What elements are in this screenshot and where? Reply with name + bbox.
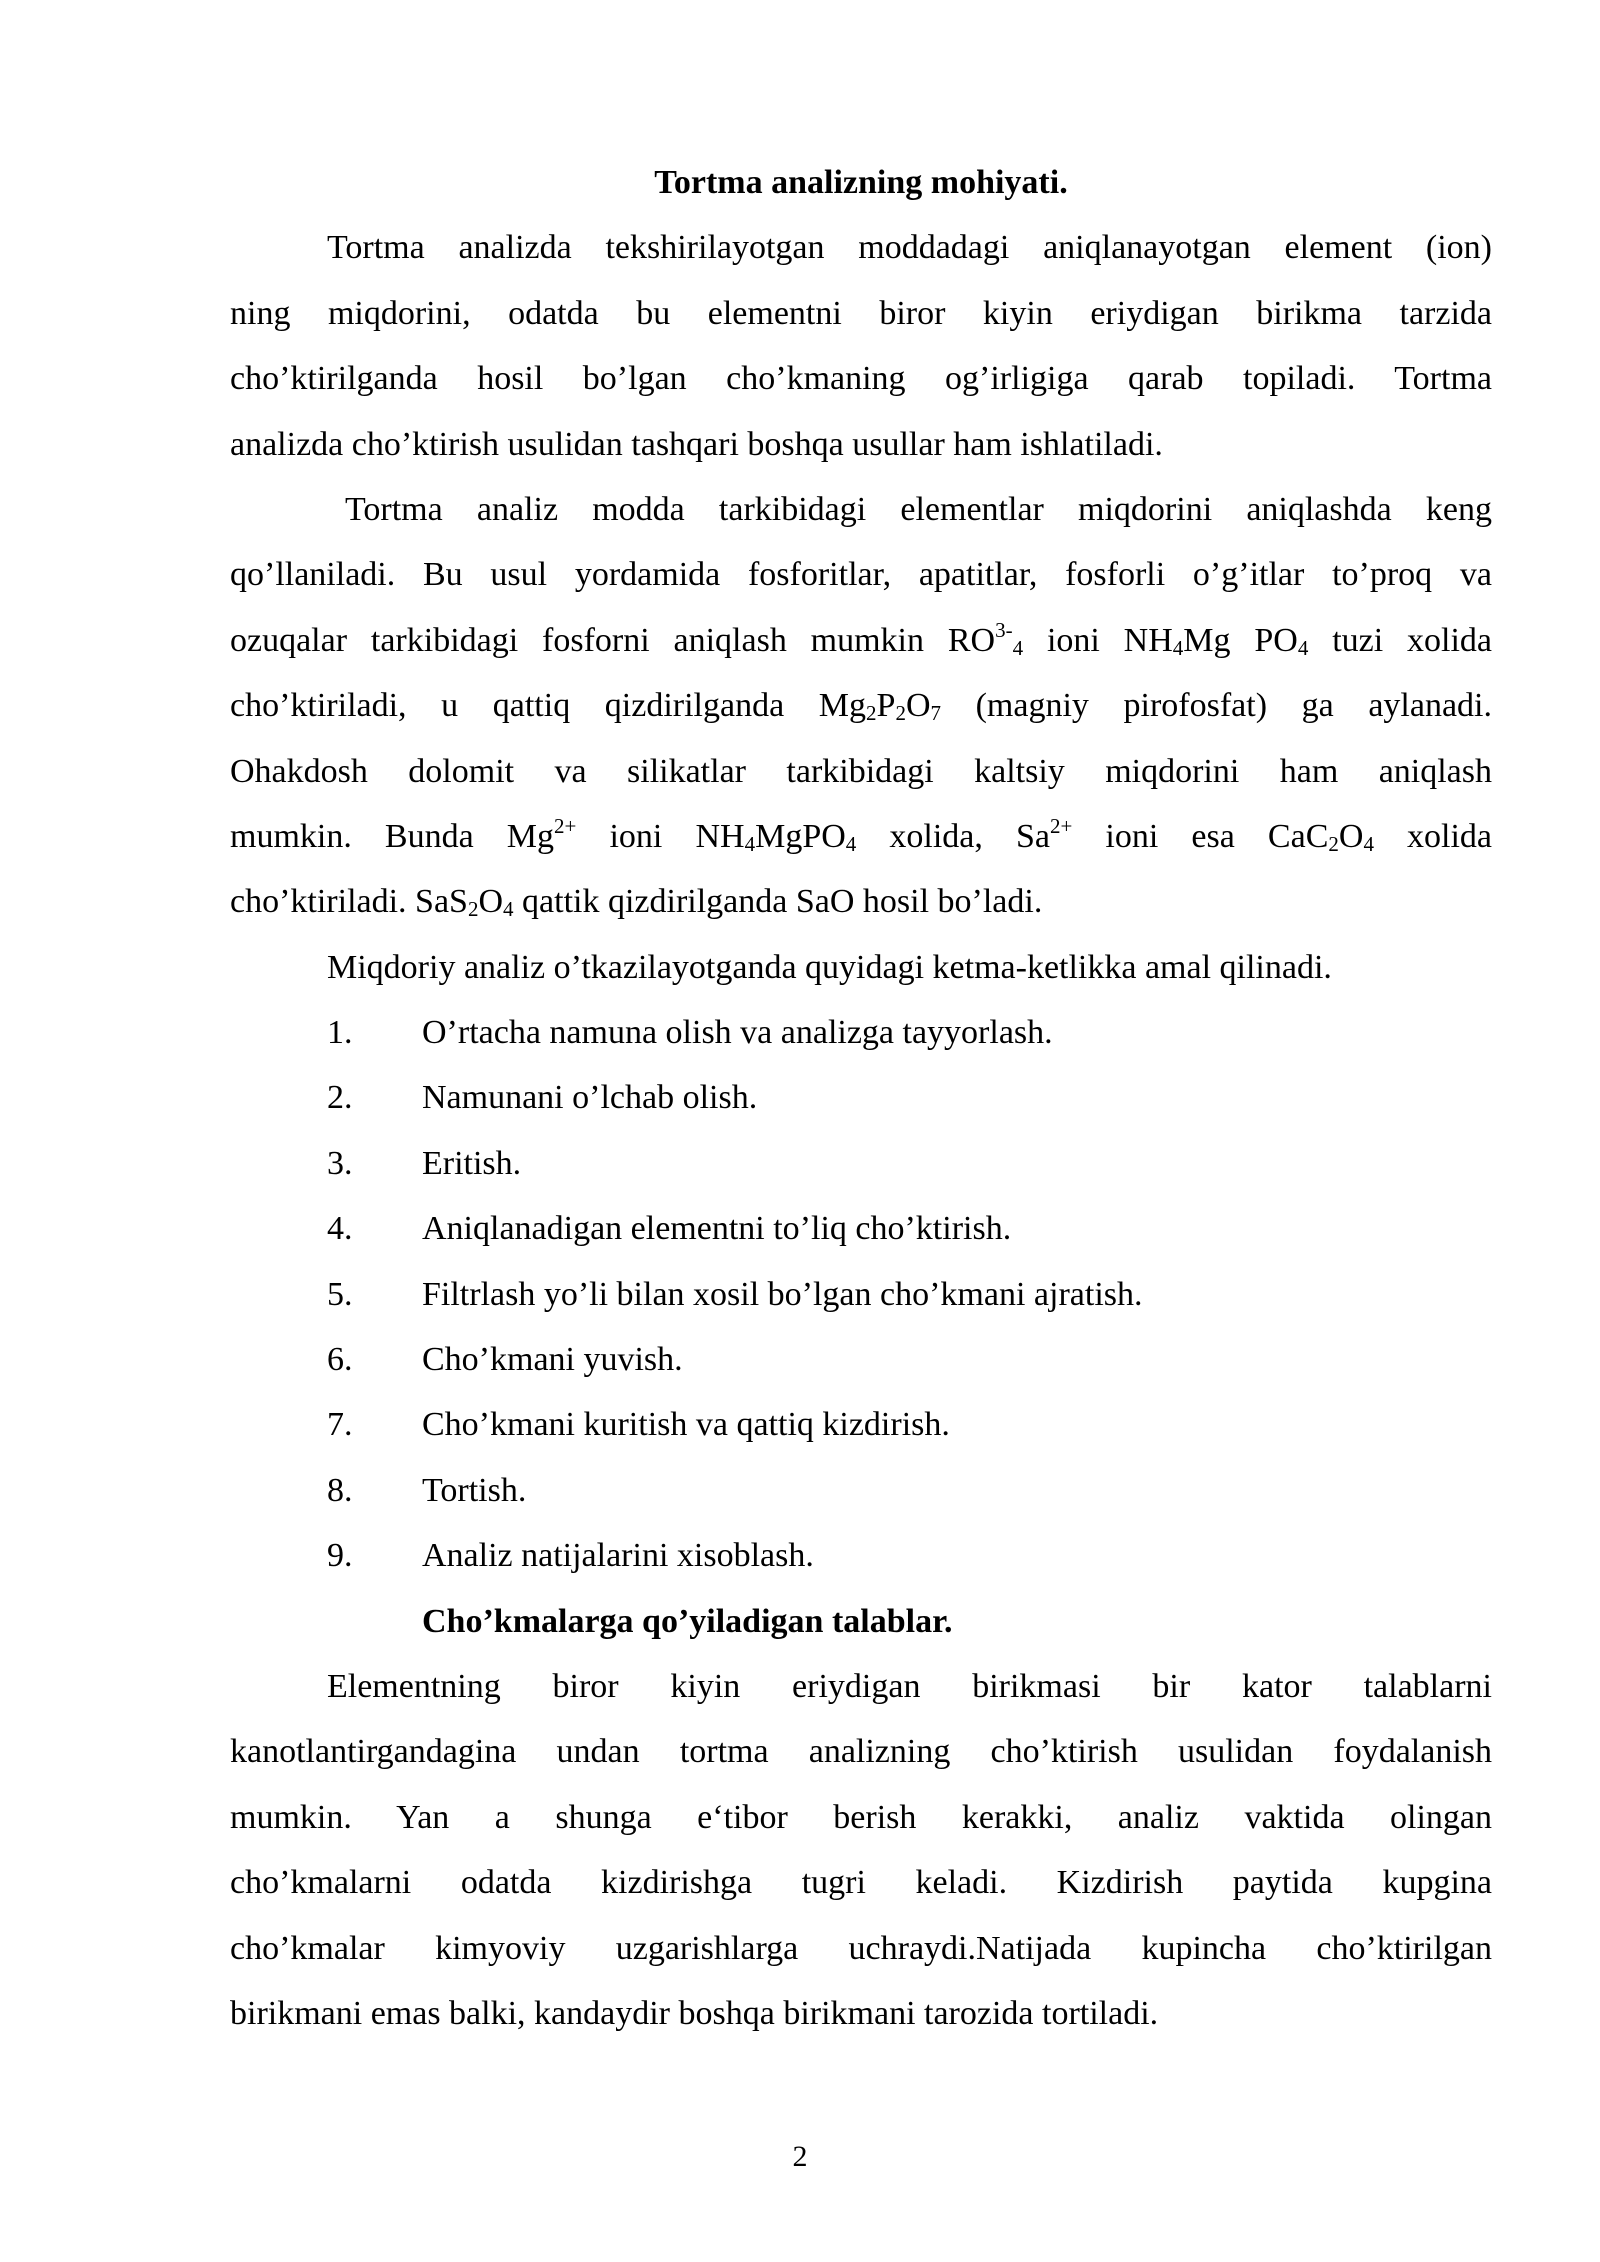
list-item-text: Cho’kmani kuritish va qattiq kizdirish. [422, 1406, 950, 1444]
text: ioni NH [576, 817, 745, 855]
text: xolida [1373, 817, 1493, 855]
list-item-text: Tortish. [422, 1471, 527, 1509]
list-item [230, 1327, 1492, 1392]
list-item-number: 7. [327, 1406, 353, 1444]
paragraph-2-line: Ohakdosh dolomit va silikatlar tarkibidagi kaltsiy miqdorini ham aniqlash [230, 752, 1492, 790]
subscript: 2 [1328, 831, 1339, 856]
subscript: 7 [930, 701, 941, 726]
list-item-number: 8. [327, 1471, 353, 1509]
document-body [230, 150, 1492, 2046]
subscript: 4 [1172, 635, 1184, 660]
text: P [876, 687, 896, 725]
paragraph-2-line [230, 869, 1492, 934]
paragraph-2-line [230, 673, 1492, 738]
list-item-number: 5. [327, 1275, 353, 1313]
list-item-number: 3. [327, 1144, 353, 1182]
paragraph-2-line [230, 608, 1492, 673]
list-item [230, 1392, 1492, 1457]
subscript: 2 [467, 897, 479, 922]
list-item-text: Analiz natijalarini xisoblash. [422, 1537, 814, 1575]
paragraph-2-line: qo’llaniladi. Bu usul yordamida fosforitlar, apatitlar, fosforli o’g’itlar to’proq va [230, 556, 1492, 594]
paragraph-2-line: Tortma analiz modda tarkibidagi elementlar miqdorini aniqlashda keng [345, 490, 1492, 528]
list-item [230, 1065, 1492, 1130]
page-number: 2 [792, 2140, 808, 2173]
text: xolida, Sa [856, 817, 1050, 855]
list-item-number: 6. [327, 1341, 353, 1379]
text: qattik qizdirilganda SaO hosil bo’ladi. [513, 883, 1043, 921]
section-title: Tortma analizning mohiyati. [654, 164, 1068, 201]
list-item [230, 1262, 1492, 1327]
paragraph-1-line: cho’ktirilganda hosil bo’lgan cho’kmaning og’irligiga qarab topiladi. Tortma [230, 360, 1492, 398]
subscript: 4 [845, 831, 857, 856]
text: cho’ktiriladi, u qattiq qizdirilganda Mg [230, 687, 867, 725]
paragraph-4-line: cho’kmalarni odatda kizdirishga tugri keladi. Kizdirish paytida kupgina [230, 1864, 1492, 1902]
list-item [230, 1196, 1492, 1261]
text: ozuqalar tarkibidagi fosforni aniqlash mumkin RO [230, 621, 996, 659]
paragraph-4-line: kanotlantirgandagina undan tortma analizning cho’ktirish usulidan foydalanish [230, 1733, 1492, 1771]
subscript: 4 [503, 897, 514, 922]
text: O [905, 687, 931, 725]
text: ioni esa CaC [1072, 817, 1329, 855]
text: (magniy pirofosfat) ga aylanadi. [941, 687, 1492, 725]
text: MgPO [755, 817, 846, 855]
list-item-text: Namunani o’lchab olish. [422, 1079, 758, 1117]
text: O [478, 883, 504, 921]
superscript: 2+ [1049, 813, 1073, 838]
subscript: 4 [744, 831, 756, 856]
text: Mg PO [1183, 621, 1298, 659]
superscript: 3- [995, 617, 1013, 642]
subscript: 4 [1012, 635, 1024, 660]
list-item-text: Aniqlanadigan elementni to’liq cho’ktirish. [422, 1210, 1012, 1248]
list-item-text: Eritish. [422, 1144, 522, 1182]
superscript: 2+ [554, 813, 577, 838]
text: ioni NH [1023, 621, 1173, 659]
paragraph-4-line: birikmani emas balki, kandaydir boshqa birikmani tarozida tortiladi. [230, 1994, 1159, 2032]
paragraph-4-line: Elementning biror kiyin eriydigan birikmasi bir kator talablarni [327, 1667, 1492, 1705]
list-item-number: 1. [327, 1014, 353, 1052]
section-subtitle: Cho’kmalarga qo’yiladigan talablar. [422, 1602, 953, 1640]
list-item-text: Filtrlash yo’li bilan xosil bo’lgan cho’kmani ajratish. [422, 1275, 1143, 1313]
list-item-number: 2. [327, 1079, 353, 1117]
subscript: 4 [1297, 635, 1309, 660]
list-item [230, 1458, 1492, 1523]
paragraph-1-line: Tortma analizda tekshirilayotgan moddadagi aniqlanayotgan element (ion) [327, 229, 1492, 267]
list-item-text: Cho’kmani yuvish. [422, 1341, 683, 1379]
list-item-number: 9. [327, 1537, 353, 1575]
text: mumkin. Bunda Mg [230, 817, 555, 855]
subscript: 2 [895, 701, 906, 726]
paragraph-4-line: cho’kmalar kimyoviy uzgarishlarga uchraydi.Natijada kupincha cho’ktirilgan [230, 1929, 1492, 1967]
text: cho’ktiriladi. SaS [230, 883, 468, 921]
paragraph-2-line [230, 804, 1492, 869]
subscript: 2 [866, 701, 877, 726]
paragraph-3: Miqdoriy analiz o’tkazilayotganda quyidagi ketma-ketlikka amal qilinadi. [327, 948, 1332, 986]
paragraph-1-line: ning miqdorini, odatda bu elementni biror kiyin eriydigan birikma tarzida [230, 294, 1492, 332]
list-item [230, 1523, 1492, 1588]
subscript: 4 [1363, 831, 1374, 856]
list-item [230, 1131, 1492, 1196]
paragraph-1-line: analizda cho’ktirish usulidan tashqari boshqa usullar ham ishlatiladi. [230, 425, 1163, 463]
paragraph-4-line: mumkin. Yan a shunga e‘tibor berish kerakki, analiz vaktida olingan [230, 1798, 1492, 1836]
list-item-text: O’rtacha namuna olish va analizga tayyorlash. [422, 1014, 1053, 1052]
text: O [1338, 817, 1364, 855]
list-item [230, 1000, 1492, 1065]
text: tuzi xolida [1308, 621, 1493, 659]
list-item-number: 4. [327, 1210, 353, 1248]
